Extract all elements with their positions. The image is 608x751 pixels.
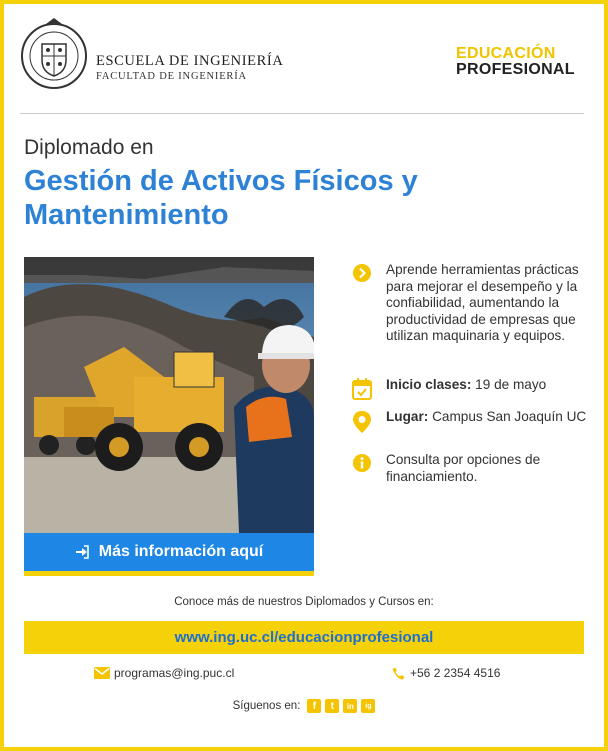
description-text: Aprende herramientas prácticas para mejorar el desempeño y la confiabilidad, aumentando la productividad de empresas que utilizan maquinaria y equipos. xyxy=(386,262,579,343)
phone-text: +56 2 2354 4516 xyxy=(410,666,501,680)
brand-line-1: EDUCACIÓN xyxy=(456,45,556,62)
hero-photo-mining-loader xyxy=(24,257,314,533)
location-item xyxy=(352,409,592,434)
brand-line-2: PROFESIONAL xyxy=(456,61,575,78)
faculty-name: FACULTAD DE INGENIERÍA xyxy=(96,71,247,82)
header-divider xyxy=(20,113,584,114)
linkedin-icon[interactable]: in xyxy=(343,699,357,713)
facebook-icon[interactable]: f xyxy=(307,699,321,713)
website-link[interactable]: www.ing.uc.cl/educacionprofesional xyxy=(24,621,584,654)
info-circle-icon xyxy=(352,453,372,473)
social-row xyxy=(0,699,608,713)
page-title: Gestión de Activos Físicos y Mantenimiento xyxy=(24,165,418,231)
map-pin-icon xyxy=(352,410,372,434)
twitter-icon[interactable]: t xyxy=(325,699,339,713)
start-date-text xyxy=(386,377,546,400)
follow-label: Síguenos en: xyxy=(232,700,301,712)
more-programs-text: Conoce más de nuestros Diplomados y Cursos en: xyxy=(174,596,434,608)
more-info-button[interactable] xyxy=(24,533,314,576)
start-value: 19 de mayo xyxy=(475,377,547,392)
financing-item xyxy=(352,452,592,485)
envelope-icon xyxy=(94,667,110,679)
school-name: ESCUELA DE INGENIERÍA xyxy=(96,53,284,69)
place-value: Campus San Joaquín UC xyxy=(432,409,587,424)
phone-contact[interactable] xyxy=(392,666,500,680)
phone-icon xyxy=(392,667,405,680)
description-item xyxy=(352,262,592,345)
email-text: programas@ing.puc.cl xyxy=(114,666,235,680)
email-contact[interactable] xyxy=(94,666,234,680)
location-text xyxy=(386,409,586,434)
sign-in-icon xyxy=(75,545,89,559)
start-label: Inicio clases: xyxy=(386,377,472,392)
title-prefix: Diplomado en xyxy=(24,136,154,159)
calendar-check-icon xyxy=(352,378,372,400)
instagram-icon[interactable]: ig xyxy=(361,699,375,713)
place-label: Lugar: xyxy=(386,409,429,424)
university-seal-logo xyxy=(20,12,88,100)
more-info-label: Más información aquí xyxy=(98,543,264,560)
start-date-item xyxy=(352,377,592,400)
chevron-right-circle-icon xyxy=(352,263,372,283)
financing-text: Consulta por opciones de financiamiento. xyxy=(386,452,541,484)
